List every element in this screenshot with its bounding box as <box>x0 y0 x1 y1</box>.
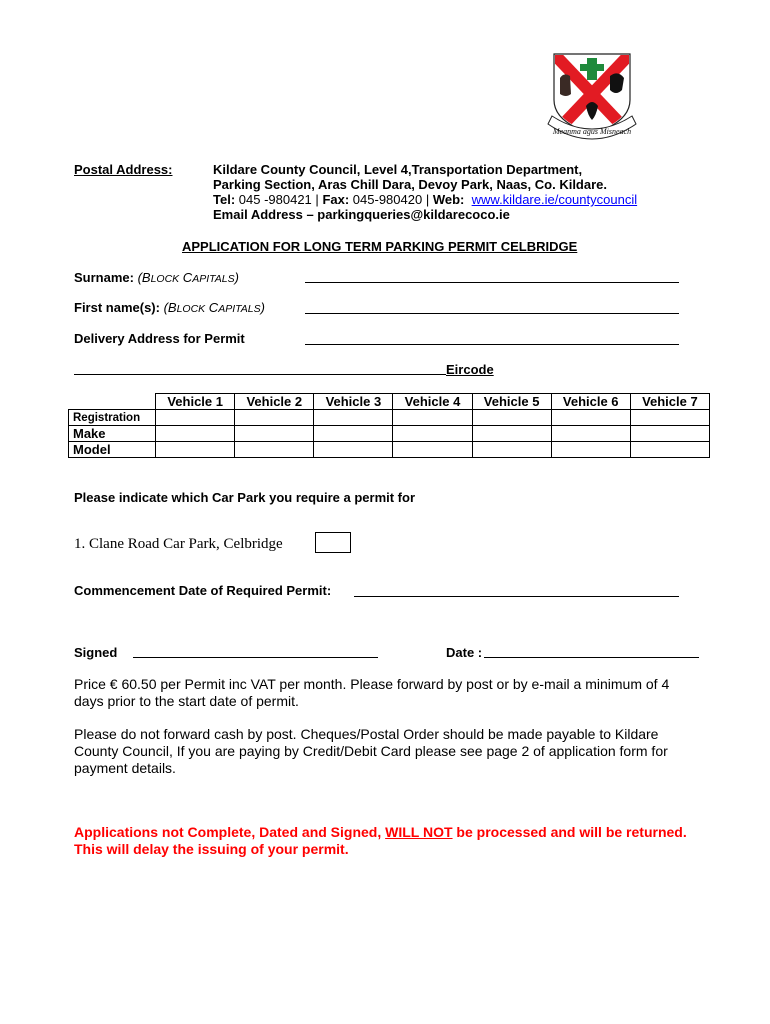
car-park-question: Please indicate which Car Park you require a permit for <box>74 490 416 505</box>
address-line-2: Parking Section, Aras Chill Dara, Devoy Park, Naas, Co. Kildare. <box>213 177 607 192</box>
registration-row-label: Registration <box>69 410 156 426</box>
vehicle-column-header: Vehicle 1 <box>156 394 235 410</box>
contact-line: Tel: 045 -980421 | Fax: 045-980420 | Web: www.kildare.ie/countycouncil <box>213 192 638 207</box>
surname-label: Surname: (BLOCK CAPITALS) <box>74 270 239 285</box>
commencement-date-label: Commencement Date of Required Permit: <box>74 583 332 598</box>
table-corner-cell <box>69 394 156 410</box>
firstname-field[interactable] <box>305 313 679 314</box>
table-row <box>69 410 710 426</box>
signature-field[interactable] <box>133 657 378 658</box>
kildare-county-crest-logo <box>540 50 644 150</box>
signed-label: Signed <box>74 645 118 660</box>
will-not-emphasis: WILL NOT <box>385 824 453 840</box>
vehicle-details-table <box>68 393 710 458</box>
website-link[interactable]: www.kildare.ie/countycouncil <box>471 192 638 207</box>
delivery-address-line-2[interactable] <box>74 374 446 375</box>
date-field[interactable] <box>484 657 699 658</box>
table-header-row <box>69 394 710 410</box>
payment-paragraph: Please do not forward cash by post. Cheques/Postal Order should be made payable to Kildare County Council, If you are paying by Credit/Debit Card please see page 2 of application form for payment details. <box>74 726 668 776</box>
vehicle-column-header: Vehicle 7 <box>630 394 709 410</box>
surname-field[interactable] <box>305 282 679 283</box>
table-cell-input[interactable] <box>156 442 235 458</box>
table-cell-input[interactable] <box>314 410 393 426</box>
table-cell-input[interactable] <box>235 410 314 426</box>
table-cell-input[interactable] <box>630 442 709 458</box>
table-cell-input[interactable] <box>630 410 709 426</box>
address-line-1: Kildare County Council, Level 4,Transportation Department, <box>213 162 583 177</box>
postal-address-label: Postal Address: <box>74 162 173 177</box>
commencement-date-field[interactable] <box>354 596 679 597</box>
form-title: APPLICATION FOR LONG TERM PARKING PERMIT CELBRIDGE <box>182 239 578 254</box>
date-label: Date : <box>446 645 483 660</box>
table-row <box>69 426 710 442</box>
vehicle-column-header: Vehicle 5 <box>472 394 551 410</box>
table-cell-input[interactable] <box>393 410 472 426</box>
table-cell-input[interactable] <box>235 426 314 442</box>
email-line: Email Address – parkingqueries@kildarecoco.ie <box>213 207 510 222</box>
table-cell-input[interactable] <box>630 426 709 442</box>
fax-value: 045-980420 <box>352 192 423 207</box>
table-cell-input[interactable] <box>472 426 551 442</box>
table-cell-input[interactable] <box>551 410 630 426</box>
table-cell-input[interactable] <box>551 426 630 442</box>
table-cell-input[interactable] <box>156 426 235 442</box>
vehicle-column-header: Vehicle 4 <box>393 394 472 410</box>
table-cell-input[interactable] <box>551 442 630 458</box>
price-paragraph: Price € 60.50 per Permit inc VAT per month. Please forward by post or by e-mail a minimum of 4 days prior to the start date of permit. <box>74 676 670 709</box>
warning-notice: Applications not Complete, Dated and Signed, WILL NOT be processed and will be returned. This will delay the issuing of your permit. <box>74 824 687 857</box>
vehicle-column-header: Vehicle 2 <box>235 394 314 410</box>
firstname-label: First name(s): (BLOCK CAPITALS) <box>74 300 265 315</box>
table-cell-input[interactable] <box>393 442 472 458</box>
eircode-label: Eircode <box>446 362 494 377</box>
table-cell-input[interactable] <box>314 442 393 458</box>
tel-value: 045 -980421 <box>238 192 312 207</box>
vehicle-column-header: Vehicle 3 <box>314 394 393 410</box>
table-cell-input[interactable] <box>393 426 472 442</box>
car-park-checkbox[interactable] <box>315 532 351 553</box>
svg-text:Meanma agus Misneach: Meanma agus Misneach <box>552 127 632 136</box>
table-row <box>69 442 710 458</box>
delivery-address-field[interactable] <box>305 344 679 345</box>
vehicle-column-header: Vehicle 6 <box>551 394 630 410</box>
table-cell-input[interactable] <box>156 410 235 426</box>
table-cell-input[interactable] <box>472 442 551 458</box>
postal-address-block <box>213 162 637 222</box>
table-cell-input[interactable] <box>314 426 393 442</box>
delivery-address-label: Delivery Address for Permit <box>74 331 245 346</box>
table-cell-input[interactable] <box>472 410 551 426</box>
model-row-label: Model <box>69 442 156 458</box>
car-park-option-label: 1. Clane Road Car Park, Celbridge <box>74 536 283 552</box>
make-row-label: Make <box>69 426 156 442</box>
table-cell-input[interactable] <box>235 442 314 458</box>
